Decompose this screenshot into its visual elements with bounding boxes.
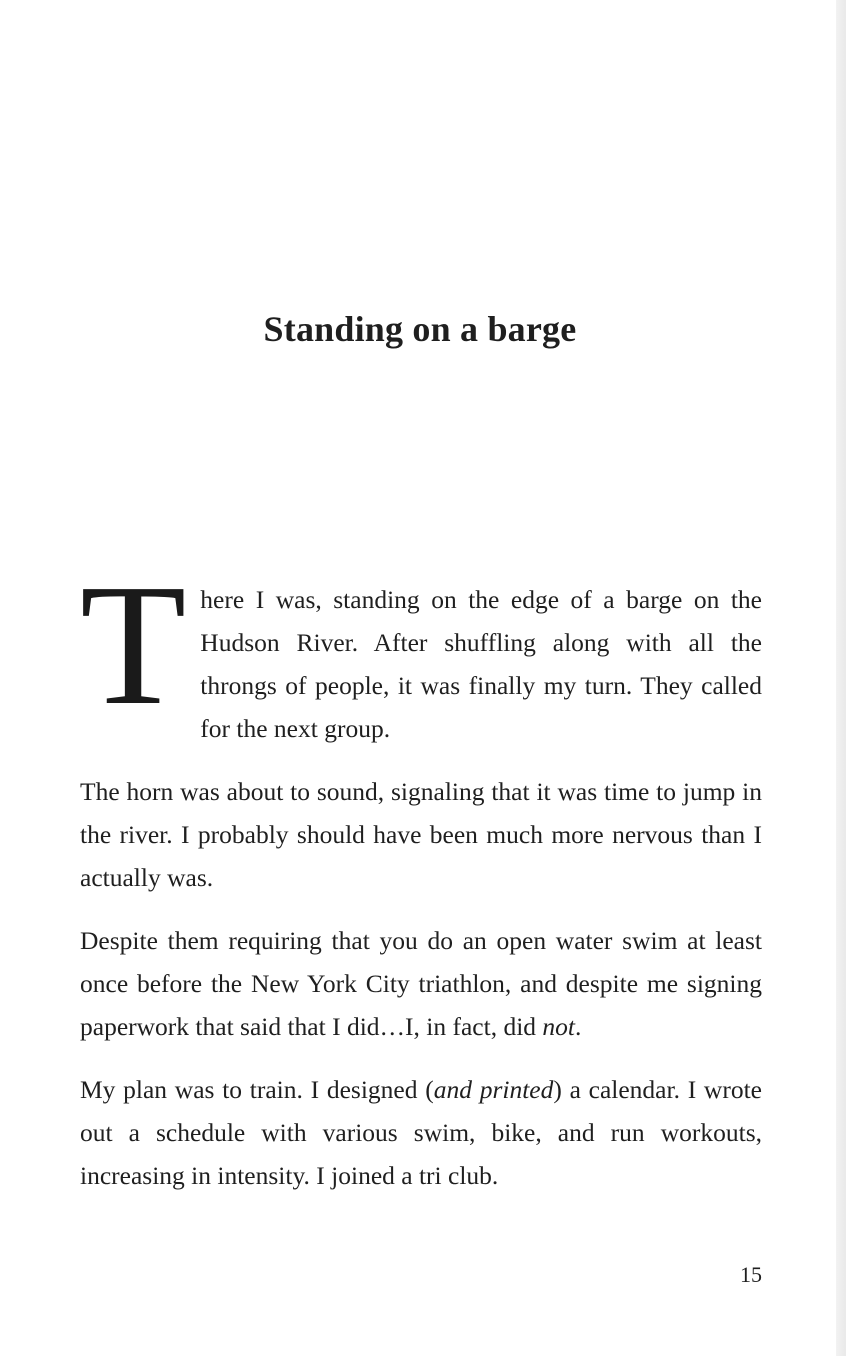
paragraph-2: The horn was about to sound, signaling that it was time to jump in the river. I probably should have been much more nervous than I actually was.: [80, 777, 762, 892]
paragraph-4: [80, 1068, 762, 1197]
page-number: 15: [740, 1262, 762, 1287]
paragraph-3-emphasis: not: [542, 1012, 576, 1041]
page-edge: [836, 0, 846, 1356]
body-text: [80, 548, 762, 1217]
paragraph-1-text: here I was, standing on the edge of a barge on the Hudson River. After shuffling along with all the throngs of people, it was finally my turn. They called for the next group.: [200, 585, 762, 743]
paragraph-4-text: My plan was to train. I designed (: [80, 1075, 434, 1104]
paragraph-4-emphasis: and printed: [433, 1075, 554, 1104]
paragraph-3-text: Despite them requiring that you do an open water swim at least once before the New York City triathlon, and despite me signing paperwork that said that I did…I, in fact, did: [80, 926, 762, 1041]
paragraph-4-end: ) a calendar. I wrote out a schedule with various swim, bike, and run workouts, increasing in intensity. I joined a tri club.: [80, 1075, 762, 1190]
paragraph-3-end: .: [575, 1012, 582, 1041]
chapter-title: Standing on a barge: [263, 309, 577, 349]
paragraph-1: [80, 548, 762, 750]
paragraph-3: [80, 919, 762, 1048]
drop-cap: T: [80, 548, 187, 741]
